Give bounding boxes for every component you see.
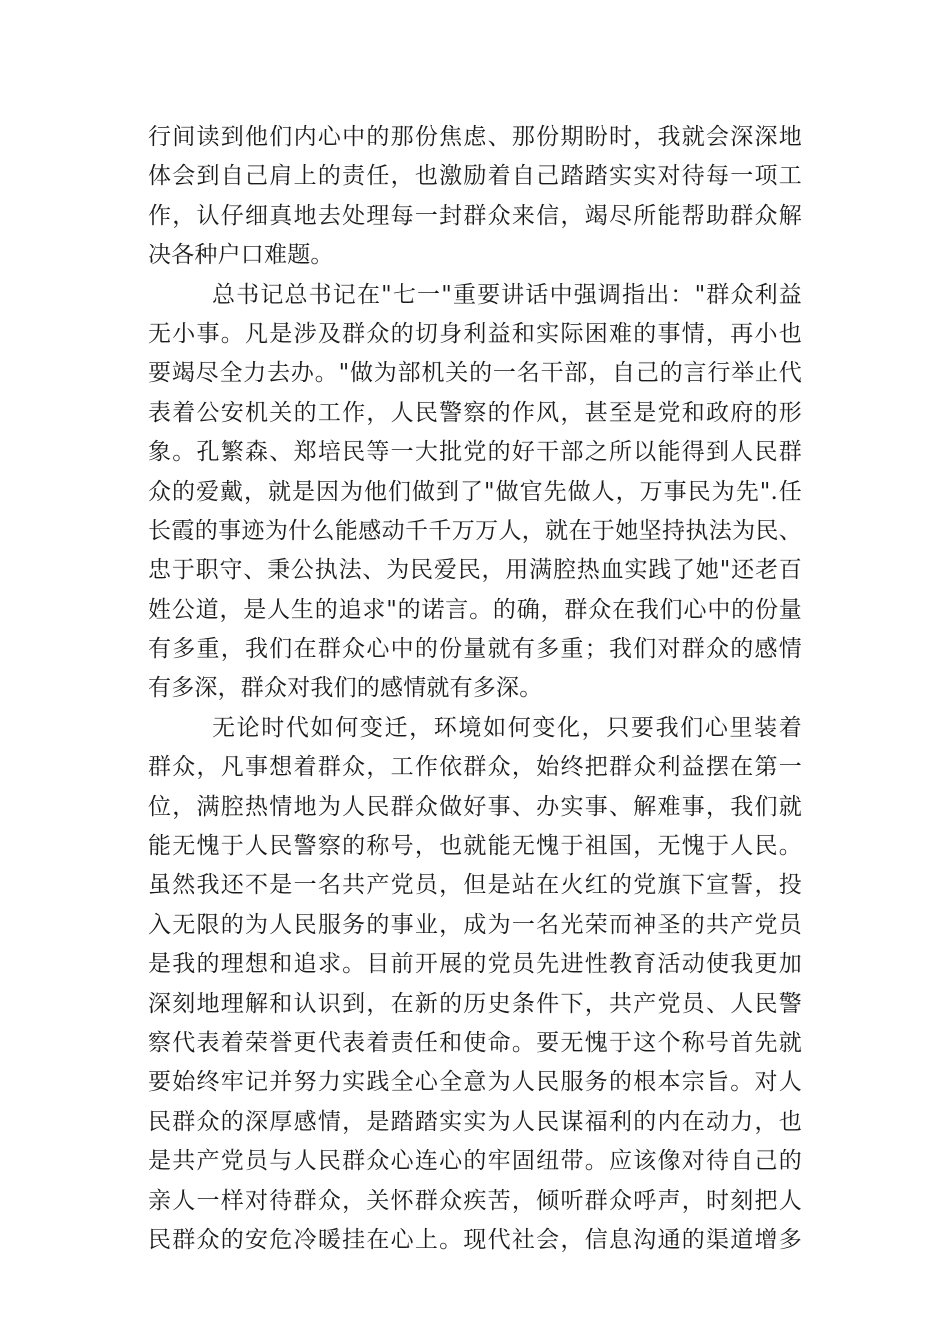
text-line: 长霞的事迹为什么能感动千千万万人，就在于她坚持执法为民、 — [148, 517, 802, 544]
text-line: 是我的理想和追求。目前开展的党员先进性教育活动使我更加 — [148, 951, 802, 978]
text-line: 无小事。凡是涉及群众的切身利益和实际困难的事情，再小也 — [148, 320, 802, 347]
text-line: 民群众的安危冷暖挂在心上。现代社会，信息沟通的渠道增多 — [148, 1226, 802, 1253]
text-line: 要竭尽全力去办。"做为部机关的一名干部，自己的言行举止代 — [148, 360, 802, 387]
text-line: 要始终牢记并努力实践全心全意为人民服务的根本宗旨。对人 — [148, 1069, 802, 1096]
text-line: 有多重，我们在群众心中的份量就有多重；我们对群众的感情 — [148, 636, 802, 663]
text-line: 忠于职守、秉公执法、为民爱民，用满腔热血实践了她"还老百 — [148, 557, 802, 584]
text-line: 体会到自己肩上的责任，也激励着自己踏踏实实对待每一项工 — [148, 163, 802, 190]
text-line: 位，满腔热情地为人民群众做好事、办实事、解难事，我们就 — [148, 793, 802, 820]
text-line: 有多深，群众对我们的感情就有多深。 — [148, 675, 543, 702]
text-line: 行间读到他们内心中的那份焦虑、那份期盼时，我就会深深地 — [148, 124, 802, 150]
text-line: 是共产党员与人民群众心连心的牢固纽带。应该像对待自己的 — [148, 1148, 802, 1175]
body-text — [148, 118, 802, 1260]
text-line: 姓公道，是人生的追求"的诺言。的确，群众在我们心中的份量 — [148, 596, 802, 623]
text-line: 总书记总书记在"七一"重要讲话中强调指出："群众利益 — [212, 281, 802, 308]
text-line: 察代表着荣誉更代表着责任和使命。要无愧于这个称号首先就 — [148, 1029, 802, 1056]
text-line: 决各种户口难题。 — [148, 242, 334, 269]
text-line: 象。孔繁森、郑培民等一大批党的好干部之所以能得到人民群 — [148, 439, 802, 466]
text-line: 能无愧于人民警察的称号，也就能无愧于祖国，无愧于人民。 — [148, 833, 802, 860]
text-line: 作，认仔细真地去处理每一封群众来信，竭尽所能帮助群众解 — [148, 202, 802, 229]
text-line: 深刻地理解和认识到，在新的历史条件下，共产党员、人民警 — [148, 990, 802, 1017]
text-line: 无论时代如何变迁，环境如何变化，只要我们心里装着 — [212, 714, 802, 741]
text-line: 表着公安机关的工作，人民警察的作风，甚至是党和政府的形 — [148, 399, 802, 426]
text-line: 民群众的深厚感情，是踏踏实实为人民谋福利的内在动力，也 — [148, 1108, 802, 1135]
text-line: 入无限的为人民服务的事业，成为一名光荣而神圣的共产党员 — [148, 911, 802, 938]
text-line: 群众，凡事想着群众，工作依群众，始终把群众利益摆在第一 — [148, 754, 802, 781]
text-line: 亲人一样对待群众，关怀群众疾苦，倾听群众呼声，时刻把人 — [148, 1187, 802, 1214]
text-line: 虽然我还不是一名共产党员，但是站在火红的党旗下宣誓，投 — [148, 872, 802, 899]
text-line: 众的爱戴，就是因为他们做到了"做官先做人，万事民为先".任 — [148, 478, 802, 505]
